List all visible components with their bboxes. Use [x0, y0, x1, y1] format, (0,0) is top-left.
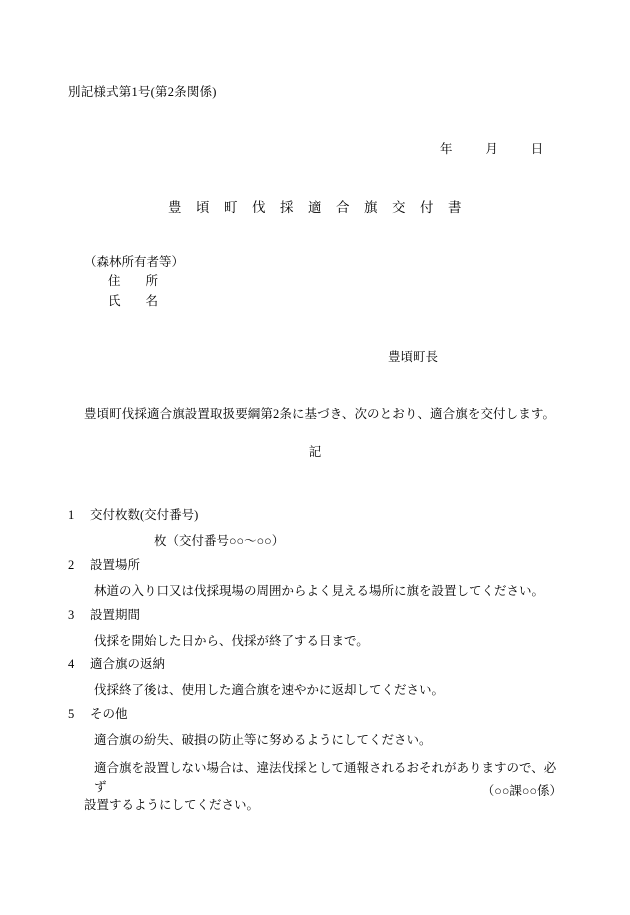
item-number-4: 4	[68, 657, 75, 672]
item-title-4: 適合旗の返納	[90, 657, 166, 672]
item-heading-1	[68, 505, 568, 523]
intro-paragraph: 豊頃町伐採適合旗設置取扱要綱第2条に基づき、次のとおり、適合旗を交付します。	[84, 407, 556, 421]
item-list	[68, 505, 568, 819]
list-item	[68, 555, 568, 601]
item-body-2: 林道の入り口又は伐採現場の周囲からよく見える場所に旗を設置してください。	[94, 583, 545, 598]
item-body-5-note-line1: 適合旗を設置しない場合は、違法伐採として通報されるおそれがありますので、必ず	[94, 760, 557, 794]
item-body-3: 伐採を開始した日から、伐採が終了する日まで。	[94, 633, 369, 648]
item-body-1: 枚（交付番号○○〜○○）	[154, 534, 285, 548]
date-month-label: 月	[485, 142, 499, 156]
list-item	[68, 505, 568, 551]
item-body-5-note-line2: 設置するようにしてください。	[84, 798, 260, 813]
item-body-4: 伐採終了後は、使用した適合旗を速やかに返却してください。	[94, 683, 445, 698]
item-body-5: 適合旗の紛失、破損の防止等に努めるようにしてください。	[94, 733, 432, 747]
date-year-label: 年	[440, 142, 453, 156]
item-number-2: 2	[68, 557, 75, 572]
addressee-block	[84, 253, 184, 311]
item-title-3: 設置期間	[90, 607, 141, 622]
issuer-name: 豊頃町長	[388, 350, 439, 364]
item-number-3: 3	[68, 607, 75, 622]
list-item	[68, 654, 568, 700]
item-heading-4	[68, 654, 568, 672]
form-number: 別記様式第1号(第2条関係)	[68, 85, 217, 99]
item-heading-5	[68, 704, 568, 722]
item-title-2: 設置場所	[90, 557, 141, 572]
addressee-heading: （森林所有者等）	[84, 255, 185, 269]
addressee-address-label: 住 所	[108, 274, 159, 289]
page-title: 豊 頃 町 伐 採 適 合 旗 交 付 書	[168, 200, 462, 215]
item-number-5: 5	[68, 707, 75, 721]
item-heading-3	[68, 605, 568, 623]
item-title-1: 交付枚数(交付番号)	[90, 508, 199, 522]
item-title-5: その他	[90, 707, 128, 721]
date-day-label: 日	[530, 142, 544, 156]
addressee-name-label: 氏 名	[108, 293, 159, 308]
ki-marker: 記	[308, 445, 322, 459]
date-line	[440, 139, 543, 157]
footer-note: （○○課○○係）	[481, 784, 562, 798]
item-heading-2	[68, 555, 568, 573]
list-item	[68, 605, 568, 651]
item-number-1: 1	[68, 508, 75, 522]
